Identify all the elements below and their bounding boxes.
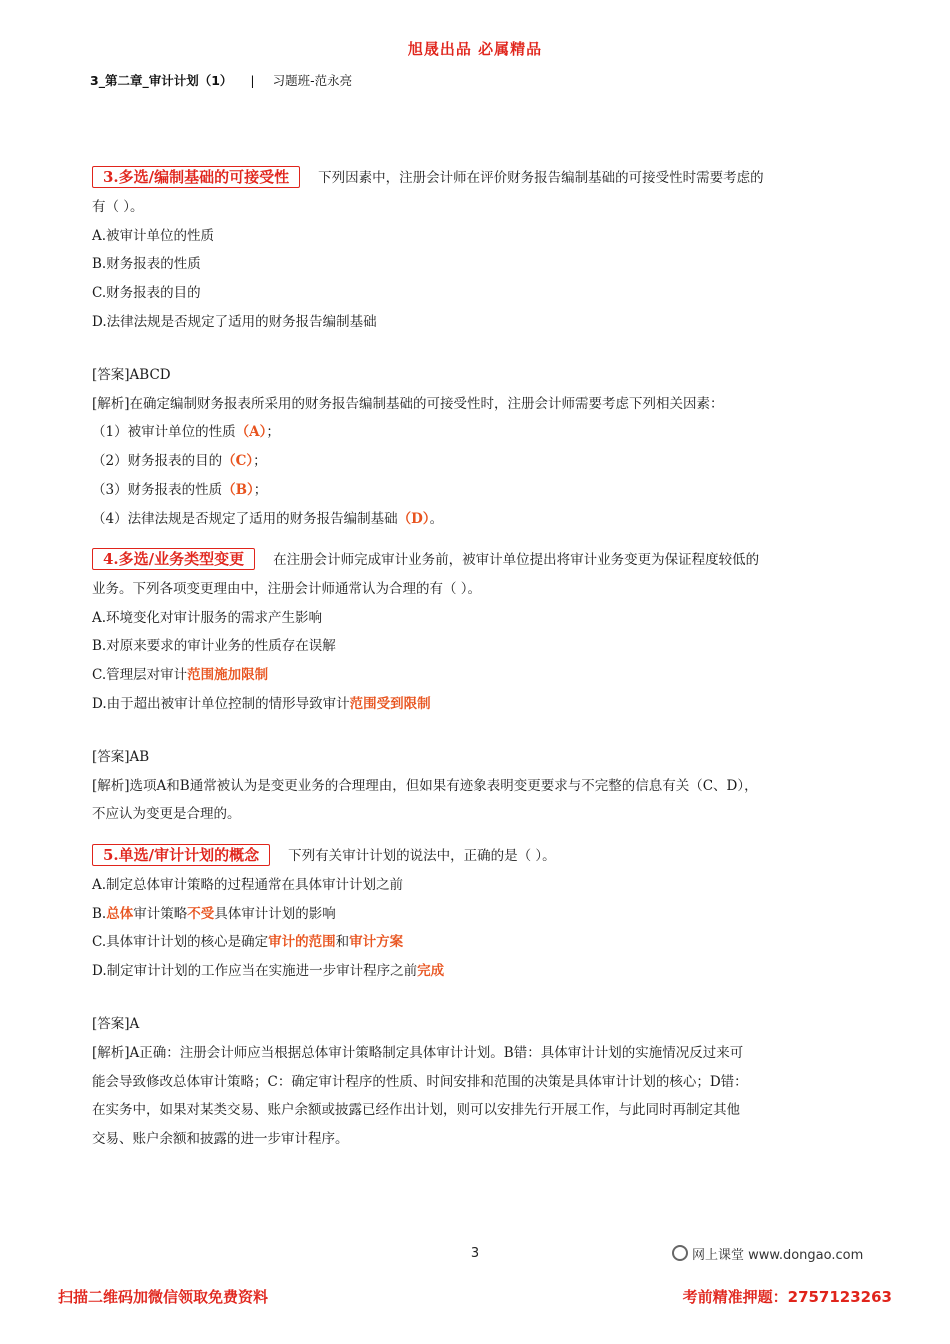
q3-point-3-text: （3）财务报表的性质 bbox=[92, 481, 223, 498]
q3-stem-line bbox=[92, 164, 862, 193]
q5-analysis-2: 能会导致修改总体审计策略；C：确定审计程序的性质、时间安排和范围的决策是具体审计计划的核心；D错： bbox=[92, 1073, 748, 1090]
q3-tag: 3.多选/编制基础的可接受性 bbox=[92, 166, 300, 188]
q3-option-c: C.财务报表的目的 bbox=[92, 285, 201, 302]
q5-stem-line bbox=[92, 842, 862, 871]
q3-point-1 bbox=[92, 418, 862, 447]
q3-point-2 bbox=[92, 447, 862, 476]
q3-point-4 bbox=[92, 505, 862, 534]
q5-option-b-mid: 审计策略 bbox=[133, 905, 188, 922]
q3-point-2-end: ； bbox=[253, 453, 267, 470]
q3-point-4-mark: （D） bbox=[397, 510, 430, 527]
q3-point-3 bbox=[92, 476, 862, 505]
q3-point-2-mark: （C） bbox=[222, 453, 254, 470]
q5-option-b-highlight-1: 总体 bbox=[106, 905, 134, 922]
q5-tag: 5.单选/审计计划的概念 bbox=[92, 844, 270, 866]
page-header bbox=[90, 71, 352, 89]
q4-stem-1: 在注册会计师完成审计业务前，被审计单位提出将审计业务变更为保证程度较低的 bbox=[273, 552, 760, 568]
top-banner: 旭晟出品 必属精品 bbox=[407, 40, 543, 58]
footer-promo-left: 扫描二维码加微信领取免费资料 bbox=[58, 1288, 269, 1306]
q3-point-1-end: ； bbox=[266, 424, 280, 441]
q5-option-b-highlight-2: 不受 bbox=[187, 905, 215, 922]
q3-option-a: A.被审计单位的性质 bbox=[92, 227, 215, 244]
q4-analysis-2: 不应认为变更是合理的。 bbox=[92, 806, 241, 823]
q3-point-4-text: （4）法律法规是否规定了适用的财务报告编制基础 bbox=[92, 510, 398, 527]
q3-stem-1: 下列因素中，注册会计师在评价财务报告编制基础的可接受性时需要考虑的 bbox=[318, 170, 764, 186]
brand-text: 网上课堂 www.dongao.com bbox=[692, 1248, 864, 1263]
page-number: 3 bbox=[470, 1246, 480, 1261]
q4-option-a: A.环境变化对审计服务的需求产生影响 bbox=[92, 609, 323, 626]
course-name: 习题班-范永亮 bbox=[272, 73, 353, 88]
q3-stem-2: 有（ ）。 bbox=[92, 198, 144, 215]
q5-analysis-1: [解析]A正确：注册会计师应当根据总体审计策略制定具体审计计划。B错：具体审计计划的实施情况反过来可 bbox=[92, 1044, 744, 1061]
q4-option-d-text: D.由于超出被审计单位控制的情形导致审计 bbox=[92, 695, 350, 712]
q5-option-c-prefix: C.具体审计计划的核心是确定 bbox=[92, 934, 269, 951]
q5-analysis-3: 在实务中，如果对某类交易、账户余额或披露已经作出计划，则可以安排先行开展工作，与此同时再制定其他 bbox=[92, 1102, 740, 1119]
q5-option-d-highlight: 完成 bbox=[417, 963, 445, 980]
q4-answer: [答案]AB bbox=[92, 748, 150, 765]
q3-point-3-mark: （B） bbox=[222, 481, 254, 498]
q3-point-4-end: 。 bbox=[429, 510, 444, 527]
question-3 bbox=[92, 164, 862, 534]
q4-option-c-text: C.管理层对审计 bbox=[92, 667, 188, 684]
q4-analysis-1: [解析]选项A和B通常被认为是变更业务的合理理由，但如果有迹象表明变更要求与不完整的信息有关（C、D）， bbox=[92, 777, 758, 794]
q5-option-c-highlight-1: 审计的范围 bbox=[268, 934, 336, 951]
q4-option-d-highlight: 范围受到限制 bbox=[349, 695, 431, 712]
q3-point-3-end: ； bbox=[253, 481, 268, 498]
brand-logo-icon bbox=[672, 1245, 688, 1261]
question-4 bbox=[92, 546, 862, 829]
q4-tag: 4.多选/业务类型变更 bbox=[92, 548, 255, 570]
q5-analysis-4: 交易、账户余额和披露的进一步审计程序。 bbox=[92, 1131, 349, 1148]
q5-stem: 下列有关审计计划的说法中，正确的是（ ）。 bbox=[288, 848, 556, 864]
question-5 bbox=[92, 842, 862, 1154]
q5-option-b-prefix: B. bbox=[92, 905, 107, 922]
q5-answer: [答案]A bbox=[92, 1015, 140, 1032]
q3-answer: [答案]ABCD bbox=[92, 366, 171, 383]
q3-point-1-text: （1）被审计单位的性质 bbox=[92, 424, 236, 441]
q5-option-d-text: D.制定审计计划的工作应当在实施进一步审计程序之前 bbox=[92, 963, 418, 980]
header-separator: | bbox=[250, 73, 255, 88]
q5-option-c-mid: 和 bbox=[335, 934, 350, 951]
q4-option-b: B.对原来要求的审计业务的性质存在误解 bbox=[92, 638, 336, 655]
chapter-title: 3_第二章_审计计划（1） bbox=[90, 73, 233, 88]
q4-stem-2: 业务。下列各项变更理由中，注册会计师通常认为合理的有（ ）。 bbox=[92, 580, 482, 597]
q4-option-d bbox=[92, 690, 862, 719]
q3-analysis-head: [解析]在确定编制财务报表所采用的财务报告编制基础的可接受性时，注册会计师需要考虑下列相关因素： bbox=[92, 395, 724, 412]
q5-option-c bbox=[92, 928, 862, 957]
q4-option-c bbox=[92, 661, 862, 690]
q5-option-c-highlight-2: 审计方案 bbox=[349, 934, 404, 951]
q5-option-b-suffix: 具体审计计划的影响 bbox=[214, 905, 336, 922]
footer-promo-right: 考前精准押题：2757123263 bbox=[682, 1288, 892, 1306]
q4-option-c-highlight: 范围施加限制 bbox=[187, 667, 269, 684]
q4-stem-line bbox=[92, 546, 862, 575]
q3-option-b: B.财务报表的性质 bbox=[92, 256, 201, 273]
q5-option-a: A.制定总体审计策略的过程通常在具体审计计划之前 bbox=[92, 876, 404, 893]
q5-option-b bbox=[92, 900, 862, 929]
q3-option-d: D.法律法规是否规定了适用的财务报告编制基础 bbox=[92, 313, 377, 330]
q3-point-1-mark: （A） bbox=[235, 424, 267, 441]
brand-mark bbox=[672, 1244, 863, 1263]
q5-option-d bbox=[92, 957, 862, 986]
q3-point-2-text: （2）财务报表的目的 bbox=[92, 453, 223, 470]
